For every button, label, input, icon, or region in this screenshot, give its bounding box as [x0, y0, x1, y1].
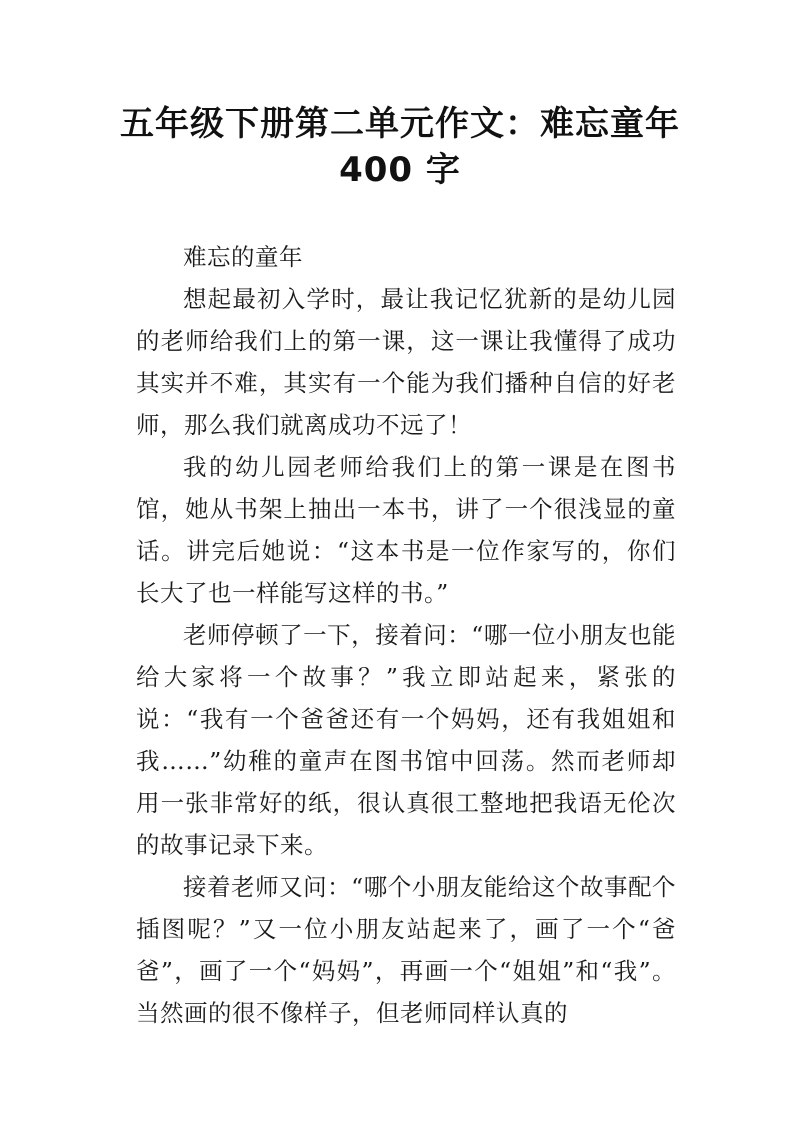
document-title: 五年级下册第二单元作文：难忘童年	[120, 104, 680, 144]
paragraph: 我的幼儿园老师给我们上的第一课是在图书馆，她从书架上抽出一本书，讲了一个很浅显的童话。讲完后她说：“这本书是一位作家写的，你们长大了也一样能写这样的书。”	[136, 453, 676, 607]
essay-heading: 难忘的童年	[183, 243, 303, 271]
document-body	[136, 236, 676, 1034]
paragraph: 想起最初入学时，最让我记忆犹新的是幼儿园的老师给我们上的第一课，这一课让我懂得了成功其实并不难，其实有一个能为我们播种自信的好老师，那么我们就离成功不远了！	[136, 285, 676, 439]
paragraph: 老师停顿了一下，接着问：“哪一位小朋友也能给大家将一个故事？”我立即站起来，紧张的说：“我有一个爸爸还有一个妈妈，还有我姐姐和我……”幼稚的童声在图书馆中回荡。然而老师却用一张非常好的纸，很认真很工整地把我语无伦次的故事记录下来。	[136, 621, 676, 859]
paragraph: 接着老师又问：“哪个小朋友能给这个故事配个插图呢？”又一位小朋友站起来了，画了一个“爸爸”，画了一个“妈妈”，再画一个“姐姐”和“我”。当然画的很不像样子，但老师同样认真的	[136, 873, 676, 1027]
document-title-subtitle: 400 字	[339, 150, 461, 190]
